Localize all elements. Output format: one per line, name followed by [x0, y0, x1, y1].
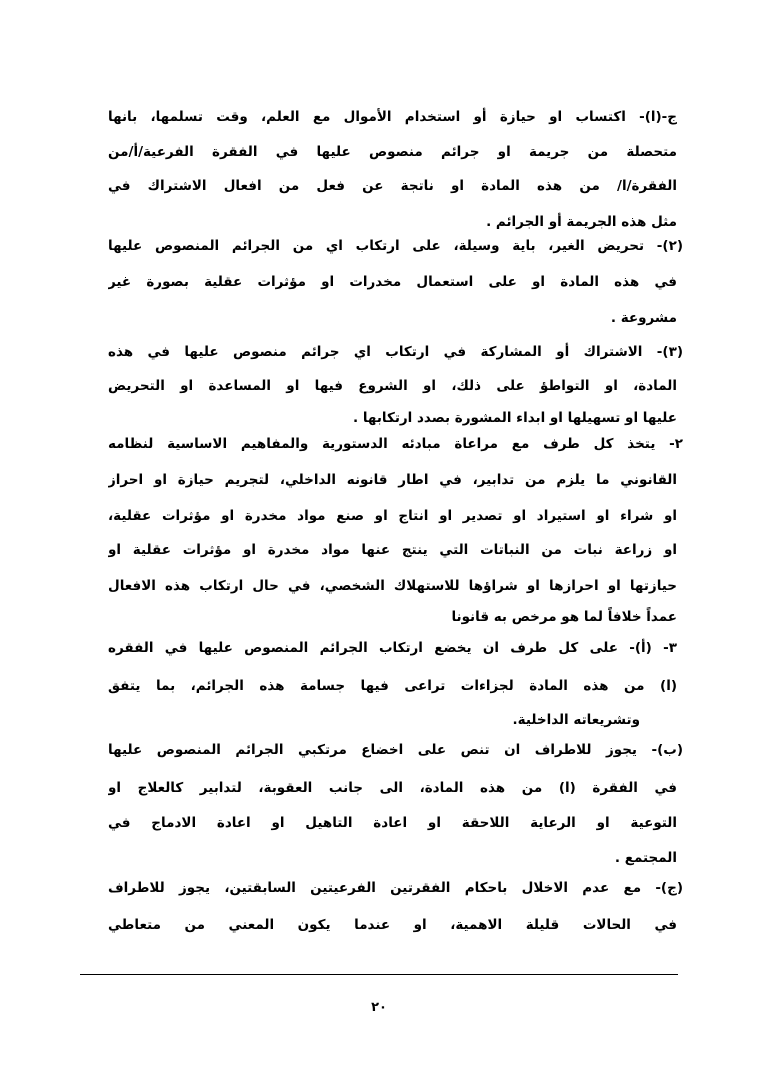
- text-line: القانوني ما يلزم من تدابير، في اطار قانونه الداخلي، لتجريم حيازة او احراز: [108, 472, 677, 488]
- text-line: مثل هذه الجريمة أو الجرائم .: [486, 214, 677, 230]
- text-line: حيازتها او احرازها او شراؤها للاستهلاك الشخصي، في حال ارتكاب هذه الافعال: [108, 578, 677, 594]
- text-line: وتشريعاته الداخلية.: [512, 712, 640, 728]
- text-line: (٢)- تحريض الغير، باية وسيلة، على ارتكاب اي من الجرائم المنصوص عليها: [108, 238, 683, 254]
- text-line: ٣- (أ)- على كل طرف ان يخضع ارتكاب الجرائم المنصوص عليها في الفقره: [108, 640, 677, 656]
- text-line: (ب)- يجوز للاطراف ان تنص على اخضاع مرتكبي الجرائم المنصوص عليها: [108, 742, 683, 758]
- text-line: ج-(ا)- اكتساب او حيازة أو استخدام الأموال مع العلم، وقت تسلمها، بانها: [108, 109, 677, 125]
- text-line: عمداً خلافاً لما هو مرخص به قانونا: [451, 609, 677, 625]
- text-line: متحصلة من جريمة او جرائم منصوص عليها في الفقرة الفرعية/أ/من: [108, 144, 677, 160]
- text-line: المادة، او التواطؤ على ذلك، او الشروع فيها او المساعدة او التحريض: [108, 378, 677, 394]
- text-line: في الحالات قليلة الاهمية، او عندما يكون المعني من متعاطي: [108, 917, 677, 933]
- text-line: او زراعة نبات من النباتات التي ينتج عنها مواد مخدرة او مؤثرات عقلية او: [108, 542, 677, 558]
- text-line: المجتمع .: [614, 850, 677, 866]
- text-line: (ا) من هذه المادة لجزاءات تراعى فيها جسامة هذه الجرائم، بما يتفق: [108, 678, 677, 694]
- text-line: (٣)- الاشتراك أو المشاركة في ارتكاب اي جرائم منصوص عليها في هذه: [108, 344, 683, 360]
- text-line: (ج)- مع عدم الاخلال باحكام الفقرتين الفرعيتين السابقتين، يجوز للاطراف: [108, 880, 683, 896]
- text-line: ٢- يتخذ كل طرف مع مراعاة مبادئه الدستورية والمفاهيم الاساسية لنظامه: [108, 436, 683, 452]
- text-line: الفقرة/ا/ من هذه المادة او ناتجة عن فعل من افعال الاشتراك في: [108, 178, 677, 194]
- text-line: في هذه المادة او على استعمال مخدرات او مؤثرات عقلية بصورة غير: [108, 274, 677, 290]
- text-line: في الفقرة (ا) من هذه المادة، الى جانب العقوبة، لتدابير كالعلاج او: [108, 780, 677, 796]
- text-line: عليها او تسهيلها او ابداء المشورة بصدد ارتكابها .: [353, 410, 677, 426]
- text-line: التوعية او الرعاية اللاحقة او اعادة التاهيل او اعادة الادماج في: [108, 815, 677, 831]
- text-line: مشروعة .: [610, 310, 677, 326]
- footer-divider: [80, 974, 678, 975]
- page-number: ٢٠: [371, 1000, 387, 1015]
- text-line: او شراء او استيراد او تصدير او انتاج او صنع مواد مخدرة او مؤثرات عقلية،: [108, 508, 677, 524]
